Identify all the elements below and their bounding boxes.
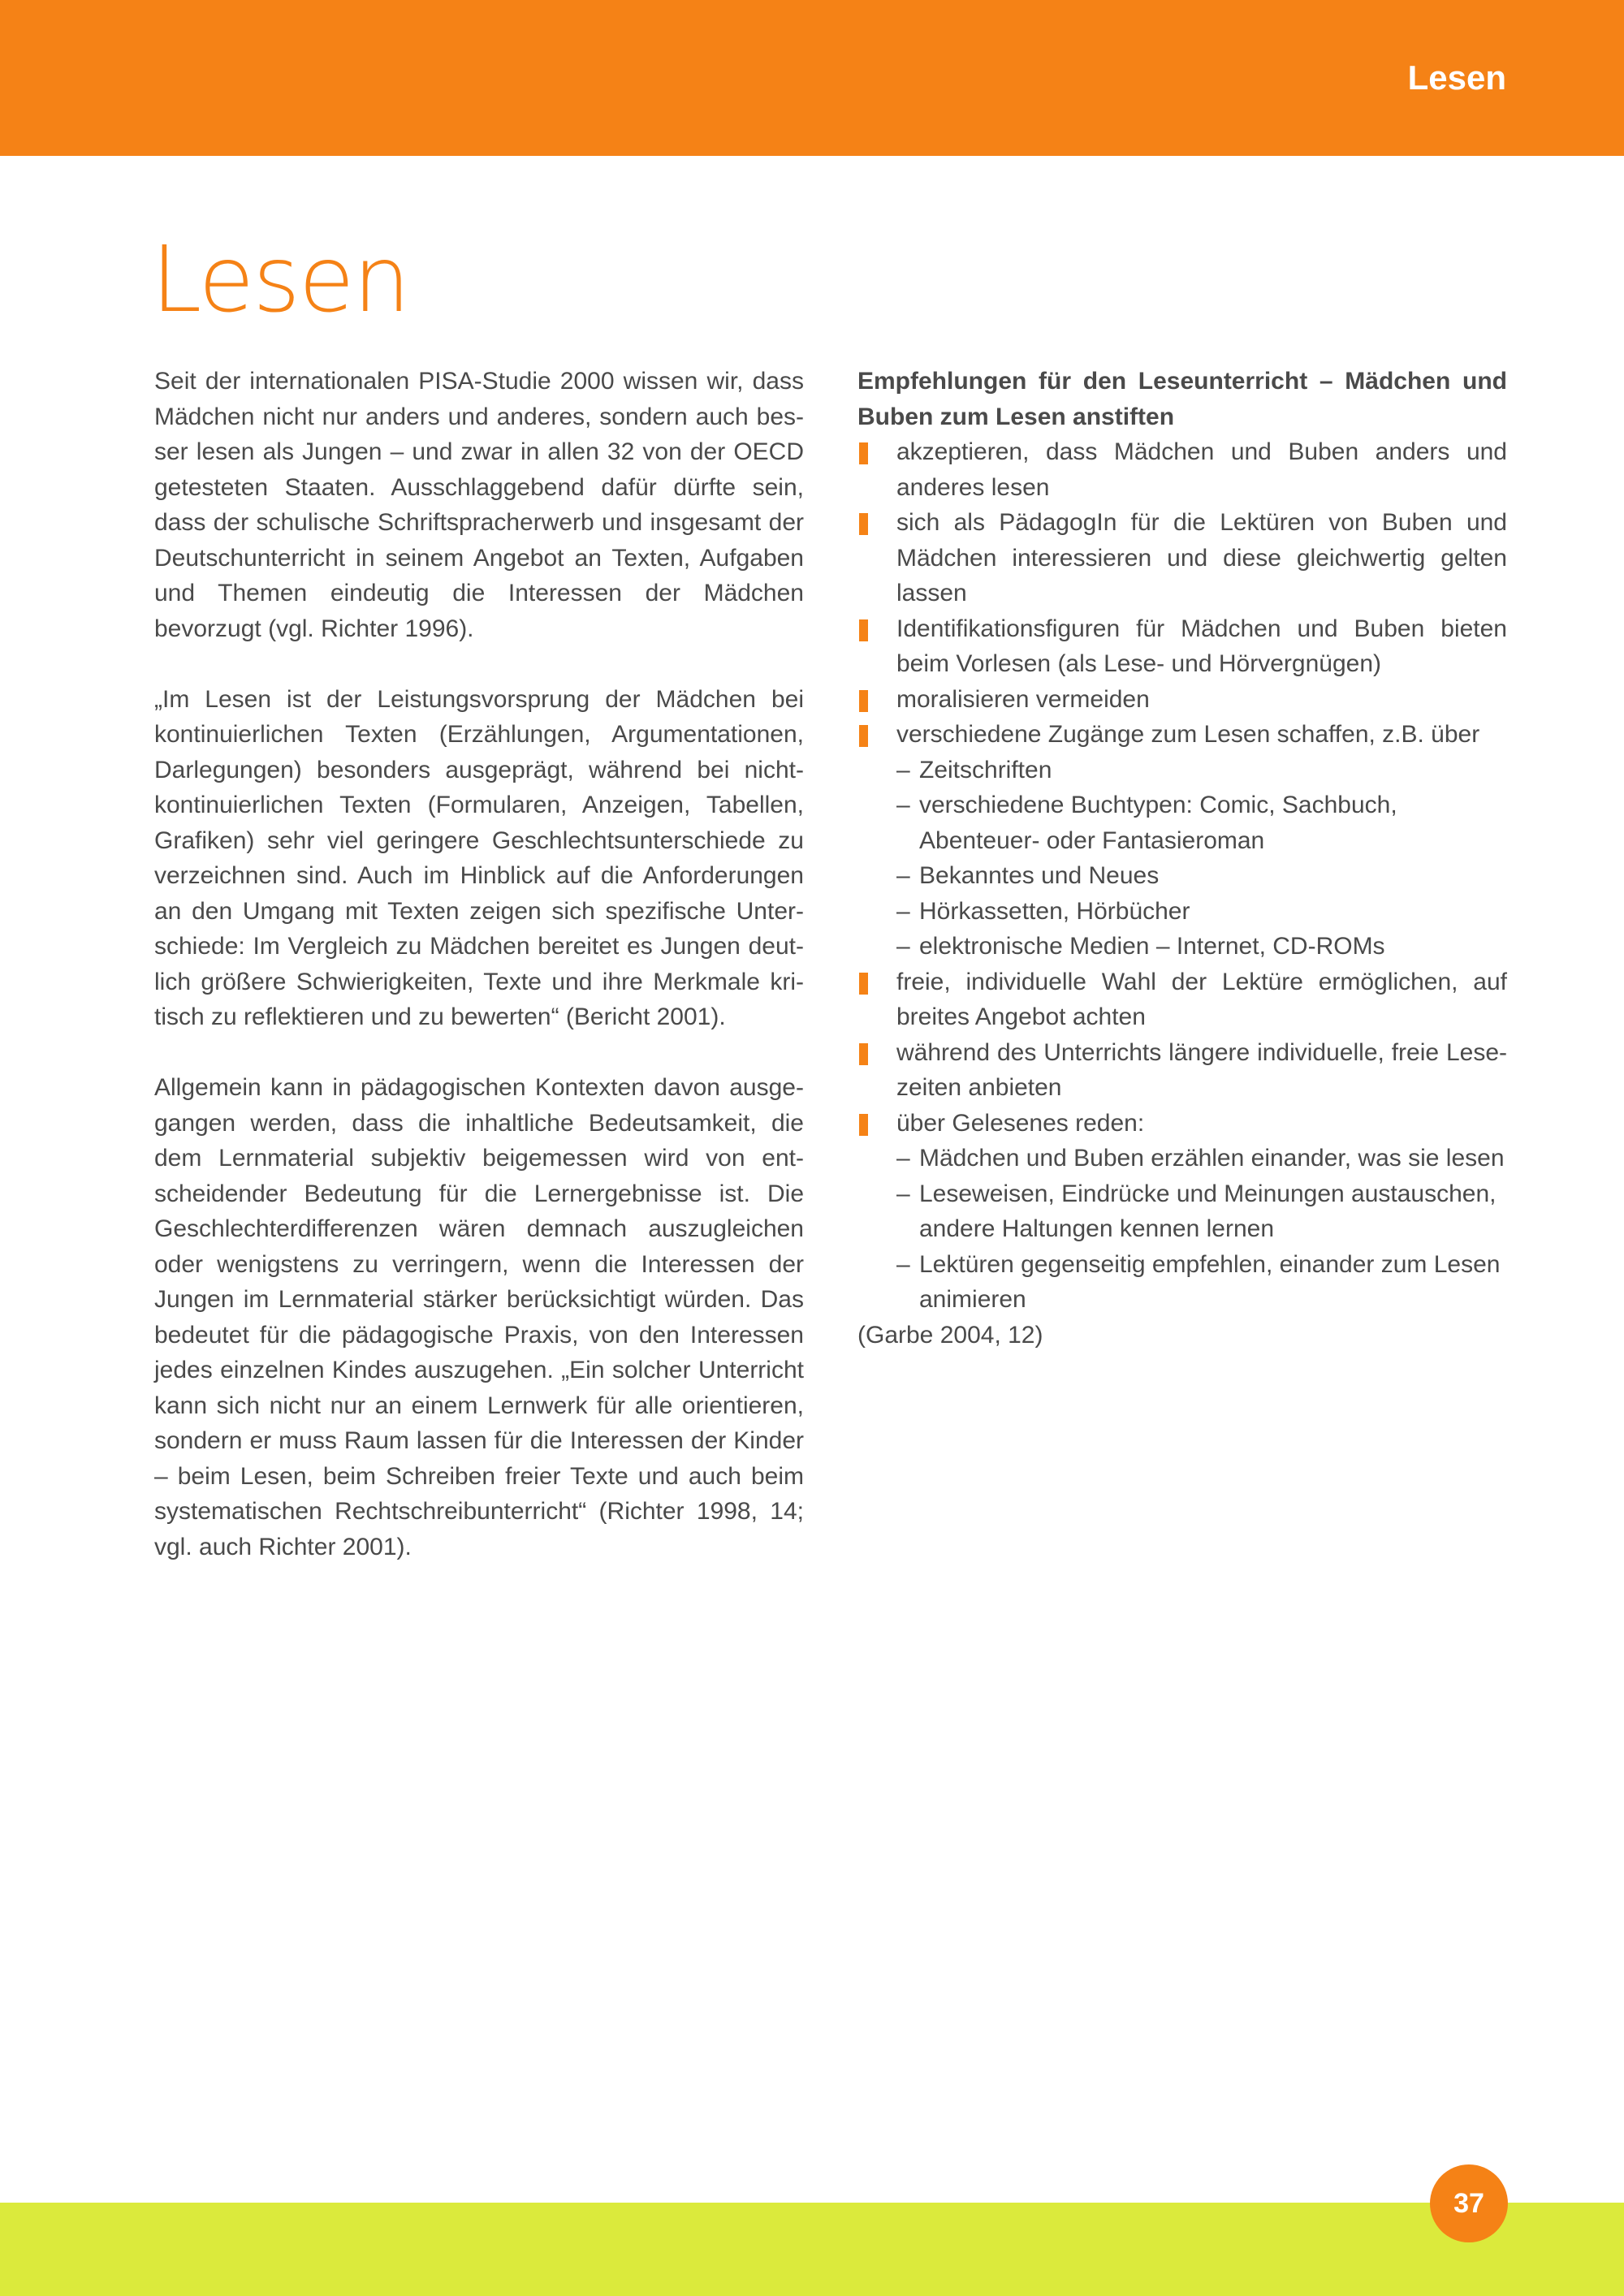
dash-marker: – bbox=[896, 933, 910, 960]
dash-marker: – bbox=[896, 756, 910, 783]
dash-marker: – bbox=[896, 792, 910, 818]
sub-list-item: – Hörkassetten, Hörbücher bbox=[896, 894, 1507, 930]
recommendations-list bbox=[857, 434, 1507, 1318]
dash-marker: – bbox=[896, 897, 910, 925]
sub-list-item: – verschiedene Buchtypen: Comic, Sachbuch, Abenteuer- oder Fantasieroman bbox=[896, 788, 1507, 858]
dash-marker: – bbox=[896, 1250, 910, 1278]
header-bar bbox=[0, 0, 1624, 156]
list-item: moralisieren vermeiden bbox=[857, 682, 1507, 718]
orange-bullet-icon bbox=[859, 725, 868, 747]
list-item: akzeptieren, dass Mädchen und Buben anders und anderes lesen bbox=[857, 434, 1507, 505]
page-number-badge: 37 bbox=[1430, 2164, 1508, 2242]
list-item: freie, individuelle Wahl der Lektüre ermöglichen, auf breites Angebot achten bbox=[857, 965, 1507, 1035]
orange-bullet-icon bbox=[859, 619, 868, 641]
orange-bullet-icon bbox=[859, 1043, 868, 1065]
orange-bullet-icon bbox=[859, 513, 868, 535]
page-title: Lesen bbox=[151, 227, 409, 333]
sub-list-item: – Lektüren gegenseitig empfehlen, einander zum Lesen animieren bbox=[896, 1247, 1507, 1318]
sub-list-gelesenes bbox=[896, 1141, 1507, 1318]
dash-marker: – bbox=[896, 1180, 910, 1207]
orange-bullet-icon bbox=[859, 690, 868, 712]
right-column bbox=[857, 364, 1507, 1353]
sub-list-item: – Bekanntes und Neues bbox=[896, 858, 1507, 894]
dash-marker: – bbox=[896, 1145, 910, 1172]
list-item: während des Unterrichts längere individuelle, freie Lesezeiten anbieten bbox=[857, 1035, 1507, 1106]
recommendations-heading: Empfehlungen für den Leseunterricht – Mädchen und Buben zum Lesen anstiften bbox=[857, 368, 1507, 430]
sub-list-item: – Zeitschriften bbox=[896, 753, 1507, 788]
orange-bullet-icon bbox=[859, 1114, 868, 1136]
left-column bbox=[154, 364, 804, 1600]
paragraph-quote-bericht: „Im Lesen ist der Leistungsvorsprung der Mädchen bei kontinuierlichen Texten (Erzählungen, Argumentationen, Darlegungen) besonders ausgeprägt, während bei nichtkontinuierlichen Texten (Formularen, Anzeigen, Tabellen, Grafiken) sehr viel geringere Geschlechtsunterschiede zu verzeichnen sind. Auch im Hinblick auf die Anforderungen an den Umgang mit Texten zeigen sich spezifische Unterschiede: Im Vergleich zu Mädchen bereitet es Jungen deutlich größere Schwierigkeiten, Texte und ihre Merkmale kritisch zu reflektieren und zu bewerten“ (Bericht 2001). bbox=[154, 685, 804, 1030]
sub-list-item: – Mädchen und Buben erzählen einander, was sie lesen bbox=[896, 1141, 1507, 1176]
paragraph-pisa: Seit der internationalen PISA-Studie 2000 wissen wir, dass Mädchen nicht nur anders und anderes, sondern auch besser lesen als Jungen – und zwar in allen 32 von der OECD getesteten Staaten. Ausschlaggebend dafür dürfte sein, dass der schulische Schriftspracherwerb und insgesamt der Deutschunterricht in seinem Angebot an Texten, Aufgaben und Themen eindeutig die Interessen der Mädchen bevorzugt (vgl. Richter 1996). bbox=[154, 368, 804, 642]
orange-bullet-icon bbox=[859, 442, 868, 464]
list-item: verschiedene Zugänge zum Lesen schaffen, z.B. über – Zeitschriften – verschiedene Buchtypen: Comic, Sachbuch, Abenteuer- oder Fantasieroman – Bekanntes und Neues – Hörkassetten, Hörbücher – elektronische Medien – Internet, CD-ROMs bbox=[857, 717, 1507, 965]
footer-bar bbox=[0, 2203, 1624, 2296]
citation: (Garbe 2004, 12) bbox=[857, 1321, 1043, 1349]
dash-marker: – bbox=[896, 862, 910, 889]
list-item: Identifikationsfiguren für Mädchen und Buben bieten beim Vorlesen (als Lese- und Hörvergnügen) bbox=[857, 611, 1507, 682]
list-item: sich als PädagogIn für die Lektüren von Buben und Mädchen interessieren und diese gleichwertig gelten lassen bbox=[857, 505, 1507, 611]
header-title: Lesen bbox=[1407, 58, 1506, 97]
sub-list-item: – Leseweisen, Eindrücke und Meinungen austauschen, andere Haltungen kennen lernen bbox=[896, 1176, 1507, 1247]
sub-list-item: – elektronische Medien – Internet, CD-ROMs bbox=[896, 929, 1507, 965]
orange-bullet-icon bbox=[859, 973, 868, 995]
paragraph-paedagogik: Allgemein kann in pädagogischen Kontexten davon ausgegangen werden, dass die inhaltliche Bedeutsamkeit, die dem Lernmaterial subjektiv beigemessen wird von entscheidender Bedeutung für die Lernergebnisse ist. Die Geschlechterdifferenzen wären demnach auszugleichen oder wenigstens zu verringern, wenn die Interessen der Jungen im Lernmaterial stärker berücksichtigt würden. Das bedeutet für die pädagogische Praxis, von den Interessen jedes einzelnen Kindes auszugehen. „Ein solcher Unterricht kann sich nicht nur an einem Lernwerk für alle orientieren, sondern er muss Raum lassen für die Interessen der Kinder – beim Lesen, beim Schreiben freier Texte und auch beim systematischen Rechtschreibunterricht“ (Richter 1998, 14; vgl. auch Richter 2001). bbox=[154, 1074, 804, 1560]
sub-list-zugaenge bbox=[896, 753, 1507, 965]
list-item: über Gelesenes reden: – Mädchen und Buben erzählen einander, was sie lesen – Leseweisen, Eindrücke und Meinungen austauschen, andere Haltungen kennen lernen – Lektüren gegenseitig empfehlen, einander zum Lesen animieren bbox=[857, 1106, 1507, 1318]
